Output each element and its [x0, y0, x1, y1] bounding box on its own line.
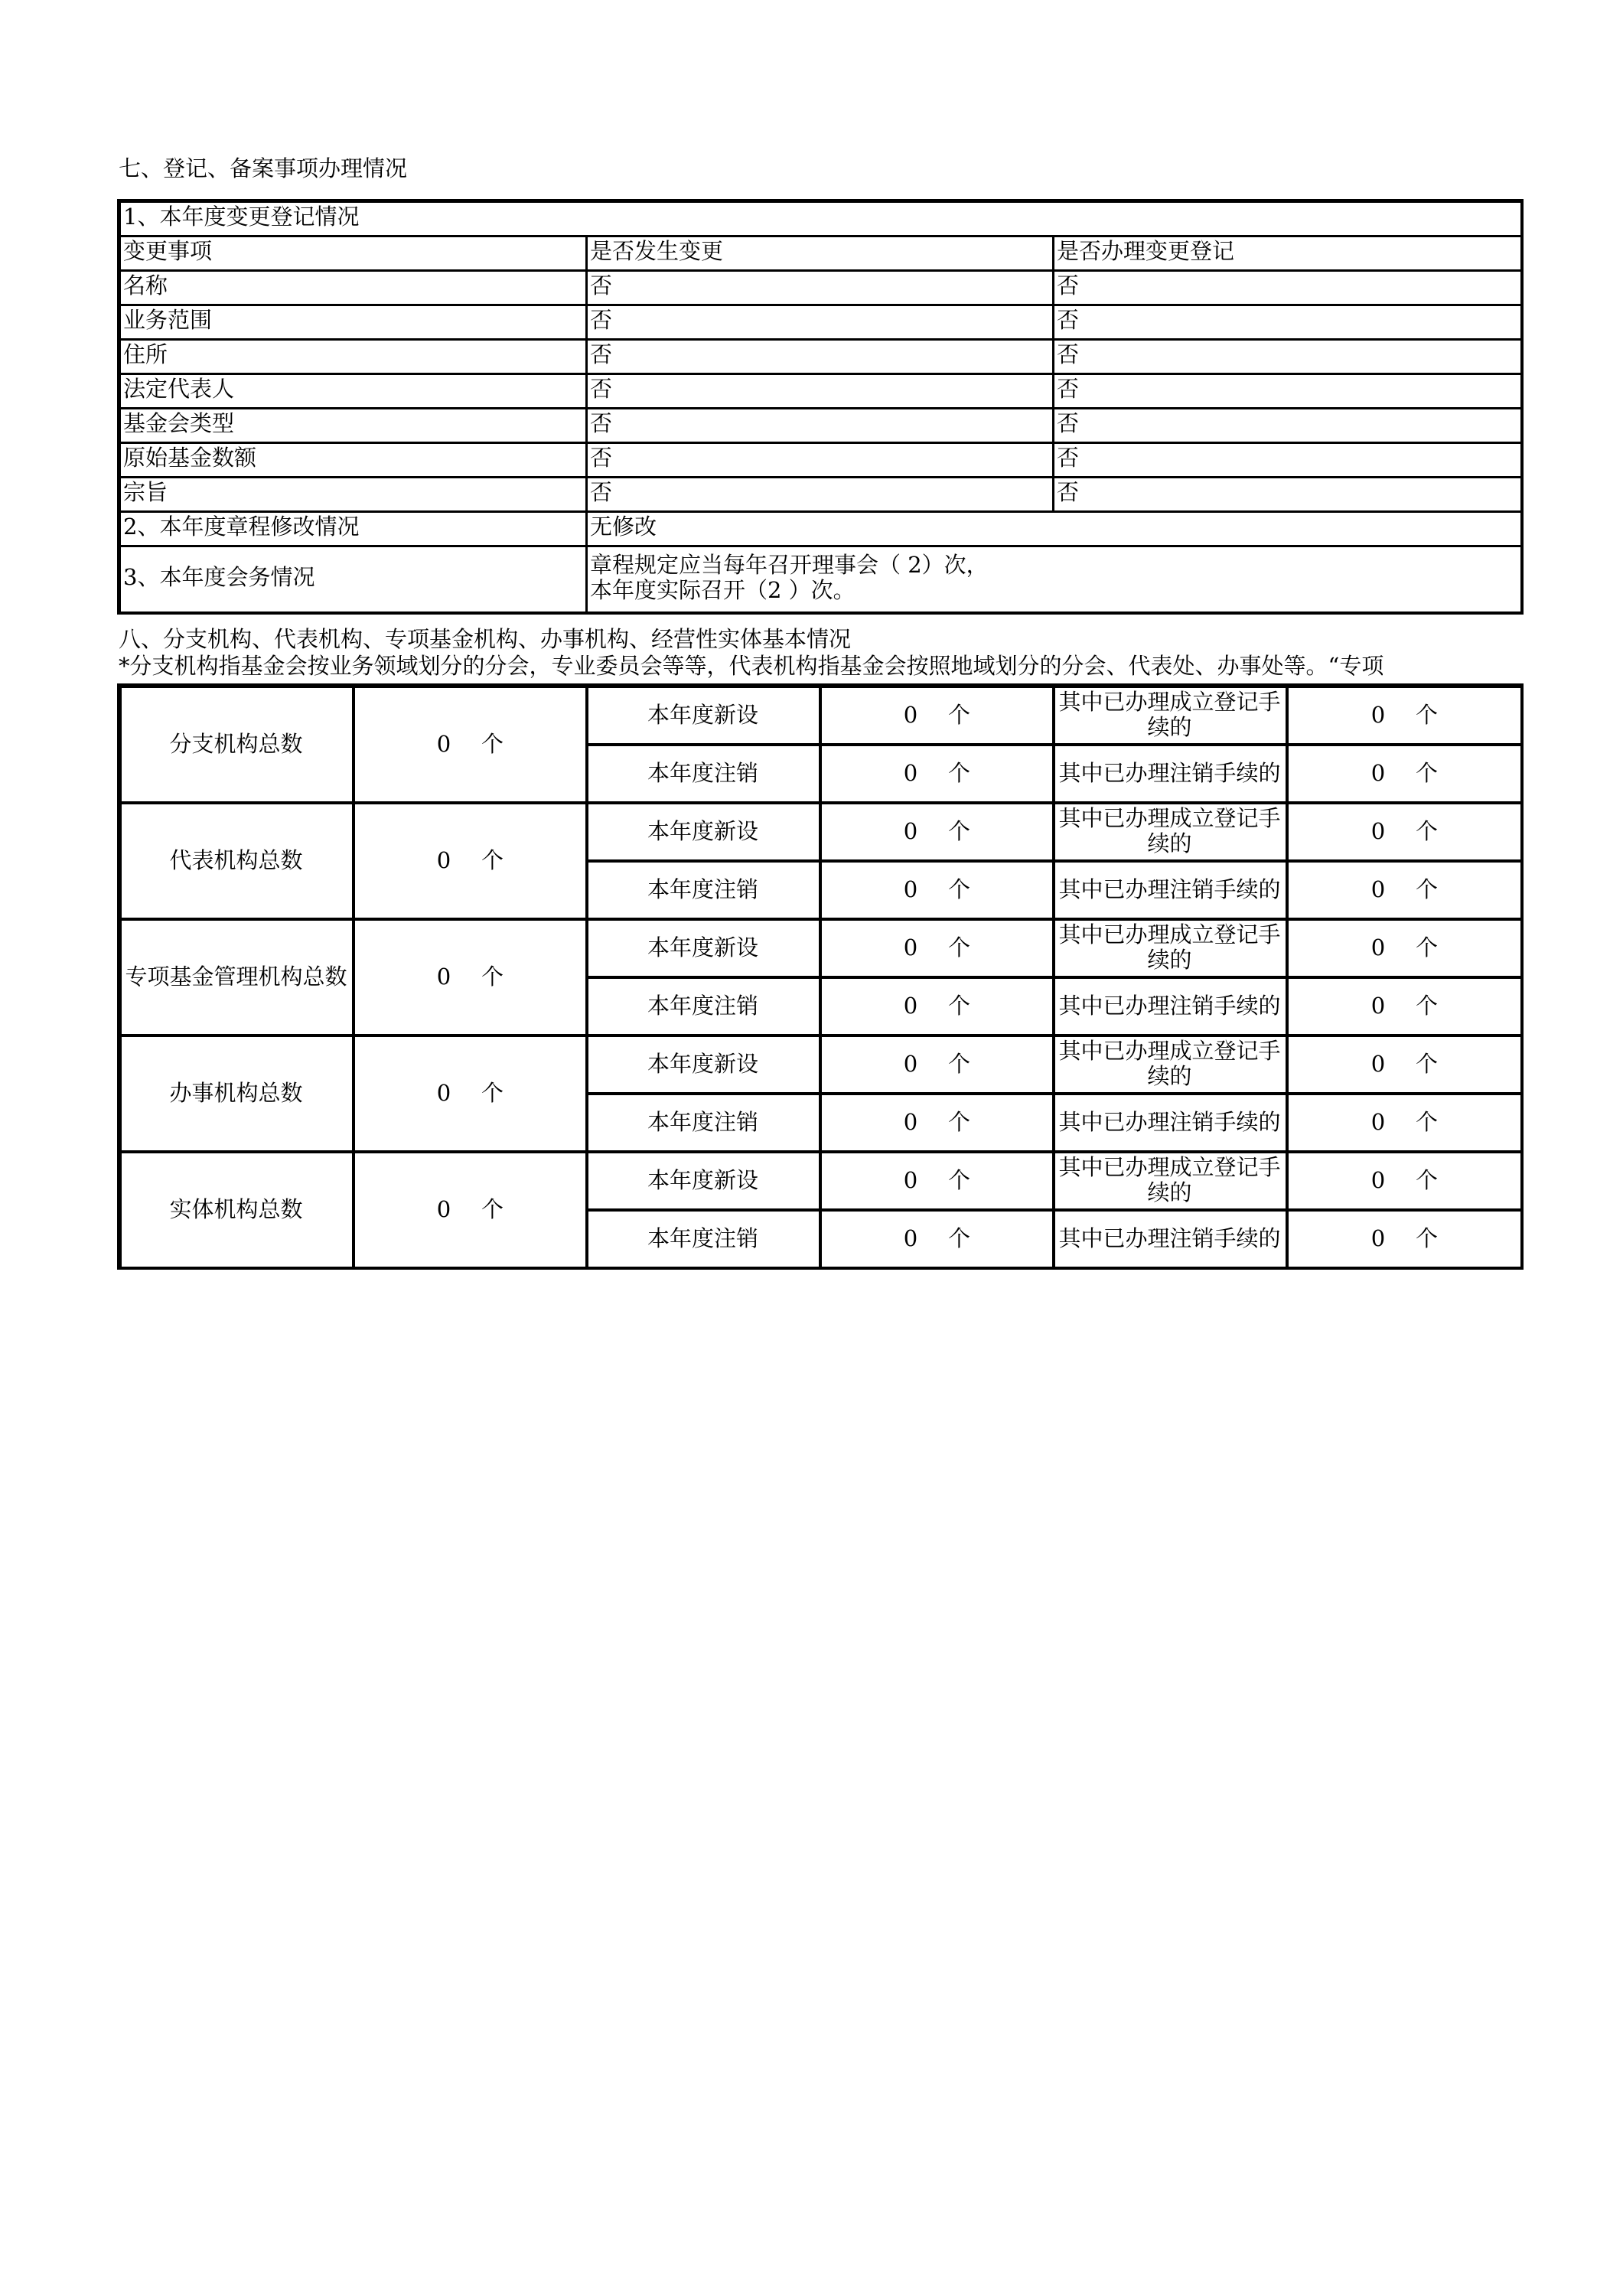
count-unit: 个: [1415, 701, 1438, 728]
new-registered-label: 其中已办理成立登记手续的: [1053, 1151, 1286, 1209]
table-row: [119, 305, 1521, 339]
count-value: 0: [436, 846, 451, 873]
registered-value: 否: [1053, 442, 1521, 477]
changed-value: 否: [586, 339, 1053, 373]
count-value: 0: [903, 701, 918, 728]
new-registered-count: [1286, 918, 1521, 977]
new-label: 本年度新设: [586, 918, 820, 977]
column-header: 是否发生变更: [586, 236, 1053, 270]
new-count: [820, 918, 1053, 977]
cancel-count: [820, 744, 1053, 802]
changed-value: 否: [586, 477, 1053, 511]
table-row: [119, 1151, 1521, 1209]
org-total: [353, 918, 586, 1035]
registered-value: 否: [1053, 373, 1521, 408]
table-row: [119, 1035, 1521, 1093]
org-total: [353, 686, 586, 802]
table-row: [119, 546, 1521, 612]
cancel-label: 本年度注销: [586, 860, 820, 918]
table-row: [119, 339, 1521, 373]
change-item: 法定代表人: [119, 373, 586, 408]
count-unit: 个: [947, 701, 970, 728]
count-unit: 个: [947, 876, 970, 902]
new-registered-count: [1286, 802, 1521, 860]
count-unit: 个: [1415, 934, 1438, 960]
count-unit: 个: [947, 817, 970, 844]
change-item: 基金会类型: [119, 408, 586, 442]
new-registered-count: [1286, 1151, 1521, 1209]
changed-value: 否: [586, 270, 1053, 305]
changed-value: 否: [586, 305, 1053, 339]
count-value: 0: [436, 1079, 451, 1106]
org-total: [353, 1035, 586, 1151]
registration-table: [117, 199, 1524, 615]
org-type-label: 代表机构总数: [119, 802, 353, 918]
table-row: [119, 511, 1521, 546]
count-unit: 个: [947, 759, 970, 786]
cancel-registered-count: [1286, 1093, 1521, 1151]
table-row: [119, 408, 1521, 442]
new-registered-count: [1286, 686, 1521, 744]
count-value: 0: [1370, 1166, 1386, 1193]
changed-value: 否: [586, 408, 1053, 442]
count-unit: 个: [947, 992, 970, 1019]
count-value: 0: [1370, 701, 1386, 728]
count-value: 0: [436, 730, 451, 757]
charter-label: 2、本年度章程修改情况: [119, 511, 586, 546]
count-unit: 个: [1415, 759, 1438, 786]
count-value: 0: [1370, 934, 1386, 960]
change-item: 名称: [119, 270, 586, 305]
registered-value: 否: [1053, 408, 1521, 442]
count-unit: 个: [1415, 1166, 1438, 1193]
new-label: 本年度新设: [586, 802, 820, 860]
table-header-row: [119, 236, 1521, 270]
new-registered-label: 其中已办理成立登记手续的: [1053, 1035, 1286, 1093]
cancel-registered-count: [1286, 860, 1521, 918]
org-total: [353, 802, 586, 918]
meeting-line-2: 本年度实际召开（2 ）次。: [590, 576, 855, 603]
count-unit: 个: [481, 1079, 504, 1106]
count-value: 0: [903, 876, 918, 902]
table-row: [119, 918, 1521, 977]
count-unit: 个: [1415, 1108, 1438, 1135]
new-count: [820, 1035, 1053, 1093]
registered-value: 否: [1053, 270, 1521, 305]
table-row: [119, 477, 1521, 511]
count-value: 0: [436, 963, 451, 990]
section8-note: *分支机构指基金会按业务领域划分的分会，专业委员会等等，代表机构指基金会按照地域划分的分会、代表处、办事处等。“专项: [119, 653, 1384, 679]
cancel-registered-count: [1286, 744, 1521, 802]
count-value: 0: [903, 992, 918, 1019]
count-value: 0: [903, 759, 918, 786]
new-count: [820, 686, 1053, 744]
org-type-label: 专项基金管理机构总数: [119, 918, 353, 1035]
column-header: 是否办理变更登记: [1053, 236, 1521, 270]
table-row: [119, 686, 1521, 744]
column-header: 变更事项: [119, 236, 586, 270]
new-registered-count: [1286, 1035, 1521, 1093]
count-unit: 个: [1415, 1050, 1438, 1077]
branch-table: [117, 683, 1524, 1270]
count-value: 0: [903, 1166, 918, 1193]
registered-value: 否: [1053, 477, 1521, 511]
cancel-label: 本年度注销: [586, 1209, 820, 1267]
count-unit: 个: [481, 963, 504, 990]
count-value: 0: [1370, 1225, 1386, 1251]
count-value: 0: [1370, 1050, 1386, 1077]
count-unit: 个: [947, 1050, 970, 1077]
cancel-label: 本年度注销: [586, 744, 820, 802]
new-label: 本年度新设: [586, 1035, 820, 1093]
change-item: 业务范围: [119, 305, 586, 339]
count-unit: 个: [947, 1225, 970, 1251]
sub1-title: 1、本年度变更登记情况: [119, 201, 1521, 236]
count-unit: 个: [1415, 992, 1438, 1019]
count-unit: 个: [1415, 817, 1438, 844]
meeting-value: [586, 546, 1521, 612]
section7-title: 七、登记、备案事项办理情况: [119, 155, 408, 181]
cancel-label: 本年度注销: [586, 1093, 820, 1151]
charter-value: 无修改: [586, 511, 1521, 546]
cancel-registered-label: 其中已办理注销手续的: [1053, 744, 1286, 802]
changed-value: 否: [586, 373, 1053, 408]
section8-title: 八、分支机构、代表机构、专项基金机构、办事机构、经营性实体基本情况: [119, 626, 852, 652]
new-count: [820, 802, 1053, 860]
count-unit: 个: [481, 846, 504, 873]
table-row: [119, 373, 1521, 408]
meeting-label: 3、本年度会务情况: [119, 546, 586, 612]
count-value: 0: [903, 1050, 918, 1077]
cancel-label: 本年度注销: [586, 977, 820, 1035]
count-value: 0: [1370, 876, 1386, 902]
count-value: 0: [436, 1195, 451, 1222]
org-type-label: 办事机构总数: [119, 1035, 353, 1151]
count-unit: 个: [947, 934, 970, 960]
new-label: 本年度新设: [586, 1151, 820, 1209]
registered-value: 否: [1053, 305, 1521, 339]
count-value: 0: [903, 817, 918, 844]
count-value: 0: [1370, 992, 1386, 1019]
changed-value: 否: [586, 442, 1053, 477]
cancel-count: [820, 1209, 1053, 1267]
cancel-registered-label: 其中已办理注销手续的: [1053, 860, 1286, 918]
table-row: [119, 802, 1521, 860]
new-label: 本年度新设: [586, 686, 820, 744]
table-row: [119, 201, 1521, 236]
meeting-line-1: 章程规定应当每年召开理事会（ 2）次，: [590, 551, 989, 578]
cancel-registered-label: 其中已办理注销手续的: [1053, 1093, 1286, 1151]
new-count: [820, 1151, 1053, 1209]
org-type-label: 实体机构总数: [119, 1151, 353, 1267]
change-item: 原始基金数额: [119, 442, 586, 477]
change-item: 住所: [119, 339, 586, 373]
cancel-count: [820, 977, 1053, 1035]
org-type-label: 分支机构总数: [119, 686, 353, 802]
count-unit: 个: [947, 1108, 970, 1135]
change-item: 宗旨: [119, 477, 586, 511]
count-value: 0: [903, 934, 918, 960]
table-row: [119, 442, 1521, 477]
count-value: 0: [903, 1108, 918, 1135]
count-unit: 个: [481, 730, 504, 757]
count-unit: 个: [1415, 876, 1438, 902]
count-value: 0: [1370, 759, 1386, 786]
new-registered-label: 其中已办理成立登记手续的: [1053, 918, 1286, 977]
count-value: 0: [1370, 817, 1386, 844]
count-unit: 个: [481, 1195, 504, 1222]
cancel-registered-label: 其中已办理注销手续的: [1053, 977, 1286, 1035]
table-row: [119, 270, 1521, 305]
cancel-registered-count: [1286, 1209, 1521, 1267]
new-registered-label: 其中已办理成立登记手续的: [1053, 686, 1286, 744]
cancel-registered-label: 其中已办理注销手续的: [1053, 1209, 1286, 1267]
cancel-count: [820, 1093, 1053, 1151]
cancel-registered-count: [1286, 977, 1521, 1035]
org-total: [353, 1151, 586, 1267]
count-value: 0: [1370, 1108, 1386, 1135]
new-registered-label: 其中已办理成立登记手续的: [1053, 802, 1286, 860]
count-unit: 个: [1415, 1225, 1438, 1251]
cancel-count: [820, 860, 1053, 918]
registered-value: 否: [1053, 339, 1521, 373]
count-value: 0: [903, 1225, 918, 1251]
count-unit: 个: [947, 1166, 970, 1193]
